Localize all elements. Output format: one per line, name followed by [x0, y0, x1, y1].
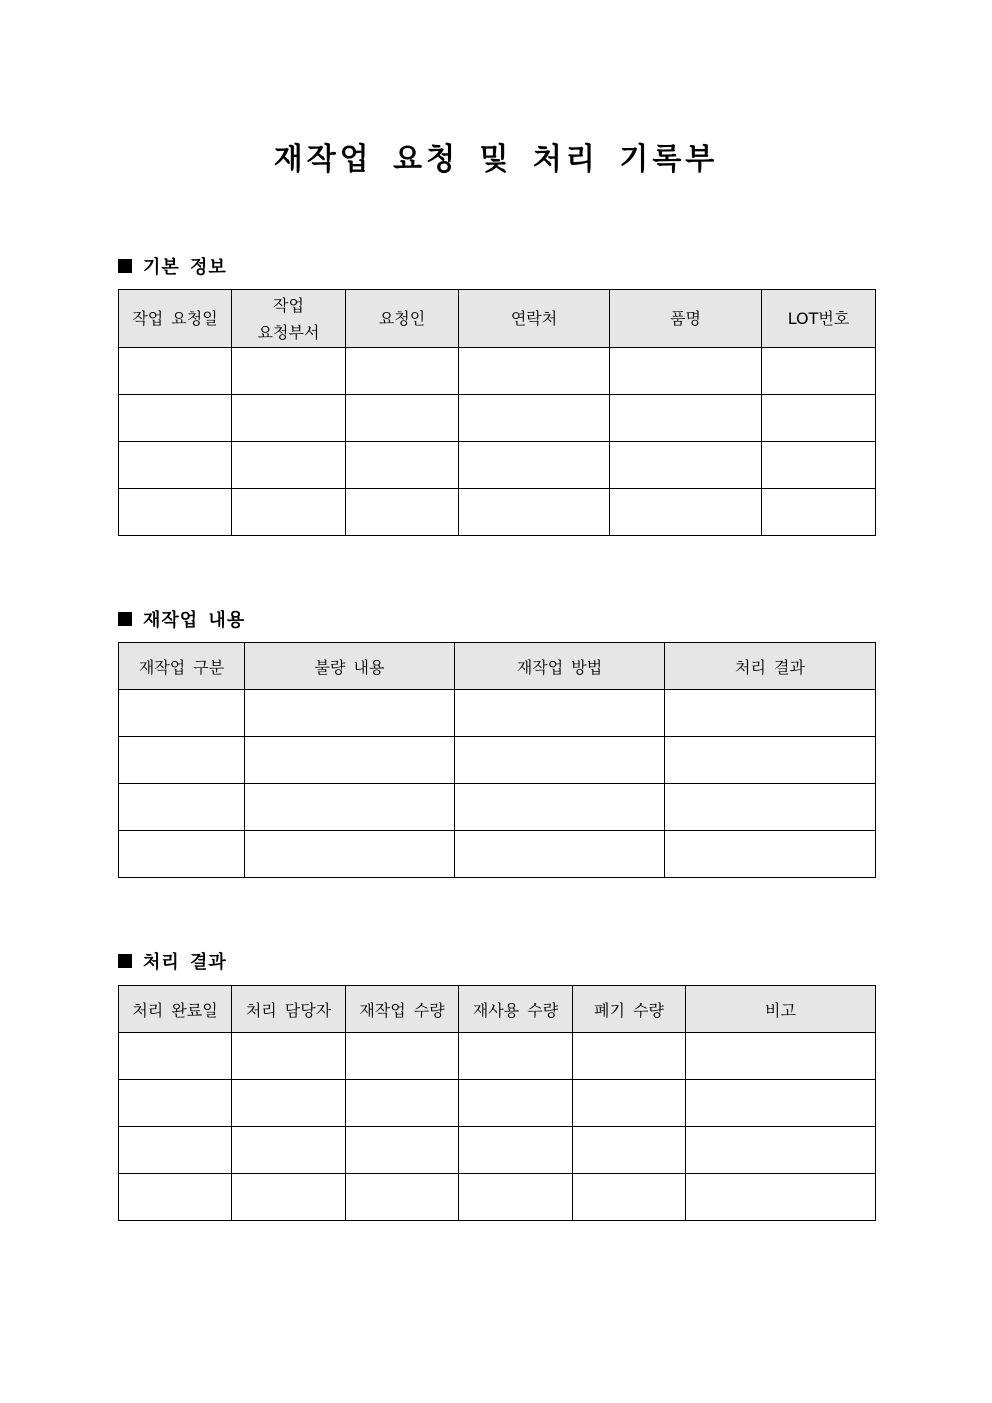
table-cell-input[interactable]: [232, 395, 346, 442]
header-disposal-quantity: 폐기 수량: [573, 986, 686, 1033]
table-cell-input[interactable]: [245, 690, 455, 737]
table-cell-input[interactable]: [232, 1033, 346, 1080]
table-cell-input[interactable]: [119, 1127, 232, 1174]
header-request-date: 작업 요청일: [119, 290, 232, 348]
header-request-department: [232, 290, 346, 348]
table-row: [119, 395, 876, 442]
header-process-result: 처리 결과: [665, 643, 876, 690]
header-lot-number: LOT번호: [762, 290, 876, 348]
table-header-row: [119, 986, 876, 1033]
table-cell-input[interactable]: [610, 442, 762, 489]
table-cell-input[interactable]: [459, 1127, 573, 1174]
table-row: [119, 784, 876, 831]
table-cell-input[interactable]: [232, 348, 346, 395]
table-cell-input[interactable]: [459, 442, 610, 489]
table-cell-input[interactable]: [686, 1174, 876, 1221]
table-cell-input[interactable]: [119, 1080, 232, 1127]
table-cell-input[interactable]: [455, 784, 665, 831]
table-row: [119, 1080, 876, 1127]
table-cell-input[interactable]: [346, 1080, 459, 1127]
table-header-row: [119, 643, 876, 690]
header-remarks: 비고: [686, 986, 876, 1033]
table-cell-input[interactable]: [573, 1080, 686, 1127]
table-cell-input[interactable]: [232, 442, 346, 489]
table-cell-input[interactable]: [119, 737, 245, 784]
section-heading-result-label: 처리 결과: [143, 952, 227, 973]
table-cell-input[interactable]: [459, 1174, 573, 1221]
basic-info-body: [119, 348, 876, 536]
table-cell-input[interactable]: [245, 784, 455, 831]
header-reuse-quantity: 재사용 수량: [459, 986, 573, 1033]
header-request-department-line2: 요청부서: [257, 322, 320, 342]
table-cell-input[interactable]: [346, 395, 459, 442]
table-cell-input[interactable]: [459, 1080, 573, 1127]
table-cell-input[interactable]: [573, 1033, 686, 1080]
rework-content-body: [119, 690, 876, 878]
table-cell-input[interactable]: [459, 348, 610, 395]
table-cell-input[interactable]: [455, 690, 665, 737]
table-cell-input[interactable]: [455, 831, 665, 878]
table-cell-input[interactable]: [762, 489, 876, 536]
table-cell-input[interactable]: [232, 1127, 346, 1174]
table-row: [119, 1033, 876, 1080]
table-cell-input[interactable]: [455, 737, 665, 784]
table-row: [119, 1127, 876, 1174]
header-rework-quantity: 재작업 수량: [346, 986, 459, 1033]
header-defect-content: 불량 내용: [245, 643, 455, 690]
header-person-in-charge: 처리 담당자: [232, 986, 346, 1033]
process-result-table: [118, 985, 876, 1221]
table-cell-input[interactable]: [665, 690, 876, 737]
table-row: [119, 1174, 876, 1221]
table-cell-input[interactable]: [119, 348, 232, 395]
header-request-department-line1: 작업: [273, 295, 304, 315]
header-rework-method: 재작업 방법: [455, 643, 665, 690]
table-row: [119, 442, 876, 489]
table-cell-input[interactable]: [665, 737, 876, 784]
section-heading-basic-label: 기본 정보: [143, 257, 227, 278]
square-bullet-icon: [118, 259, 132, 273]
table-cell-input[interactable]: [119, 784, 245, 831]
header-contact: 연락처: [459, 290, 610, 348]
table-cell-input[interactable]: [762, 348, 876, 395]
table-cell-input[interactable]: [573, 1174, 686, 1221]
table-cell-input[interactable]: [459, 489, 610, 536]
table-cell-input[interactable]: [119, 1174, 232, 1221]
table-cell-input[interactable]: [573, 1127, 686, 1174]
table-cell-input[interactable]: [610, 395, 762, 442]
table-cell-input[interactable]: [346, 1127, 459, 1174]
table-row: [119, 489, 876, 536]
table-cell-input[interactable]: [686, 1127, 876, 1174]
table-cell-input[interactable]: [346, 1174, 459, 1221]
table-cell-input[interactable]: [459, 1033, 573, 1080]
header-requester: 요청인: [346, 290, 459, 348]
table-cell-input[interactable]: [232, 1080, 346, 1127]
section-heading-rework: [118, 606, 245, 632]
table-cell-input[interactable]: [232, 489, 346, 536]
table-cell-input[interactable]: [119, 489, 232, 536]
table-cell-input[interactable]: [245, 737, 455, 784]
section-heading-basic: [118, 253, 227, 279]
table-cell-input[interactable]: [119, 395, 232, 442]
table-cell-input[interactable]: [119, 442, 232, 489]
basic-info-table: [118, 289, 876, 536]
table-cell-input[interactable]: [665, 831, 876, 878]
table-cell-input[interactable]: [119, 831, 245, 878]
section-heading-result: [118, 948, 227, 974]
table-row: [119, 737, 876, 784]
header-rework-type: 재작업 구분: [119, 643, 245, 690]
table-cell-input[interactable]: [245, 831, 455, 878]
header-completion-date: 처리 완료일: [119, 986, 232, 1033]
section-heading-rework-label: 재작업 내용: [143, 610, 246, 631]
table-cell-input[interactable]: [762, 395, 876, 442]
table-header-row: [119, 290, 876, 348]
table-cell-input[interactable]: [346, 442, 459, 489]
table-row: [119, 690, 876, 737]
table-cell-input[interactable]: [459, 395, 610, 442]
table-cell-input[interactable]: [686, 1033, 876, 1080]
table-cell-input[interactable]: [346, 348, 459, 395]
rework-content-table: [118, 642, 876, 878]
table-cell-input[interactable]: [346, 1033, 459, 1080]
table-cell-input[interactable]: [119, 690, 245, 737]
table-cell-input[interactable]: [232, 1174, 346, 1221]
table-cell-input[interactable]: [686, 1080, 876, 1127]
process-result-body: [119, 1033, 876, 1221]
table-cell-input[interactable]: [610, 348, 762, 395]
document-title: 재작업 요청 및 처리 기록부: [273, 142, 719, 177]
square-bullet-icon: [118, 612, 132, 626]
table-cell-input[interactable]: [119, 1033, 232, 1080]
table-cell-input[interactable]: [346, 489, 459, 536]
table-cell-input[interactable]: [665, 784, 876, 831]
header-product-name: 품명: [610, 290, 762, 348]
table-cell-input[interactable]: [610, 489, 762, 536]
table-cell-input[interactable]: [762, 442, 876, 489]
table-row: [119, 348, 876, 395]
square-bullet-icon: [118, 954, 132, 968]
table-row: [119, 831, 876, 878]
